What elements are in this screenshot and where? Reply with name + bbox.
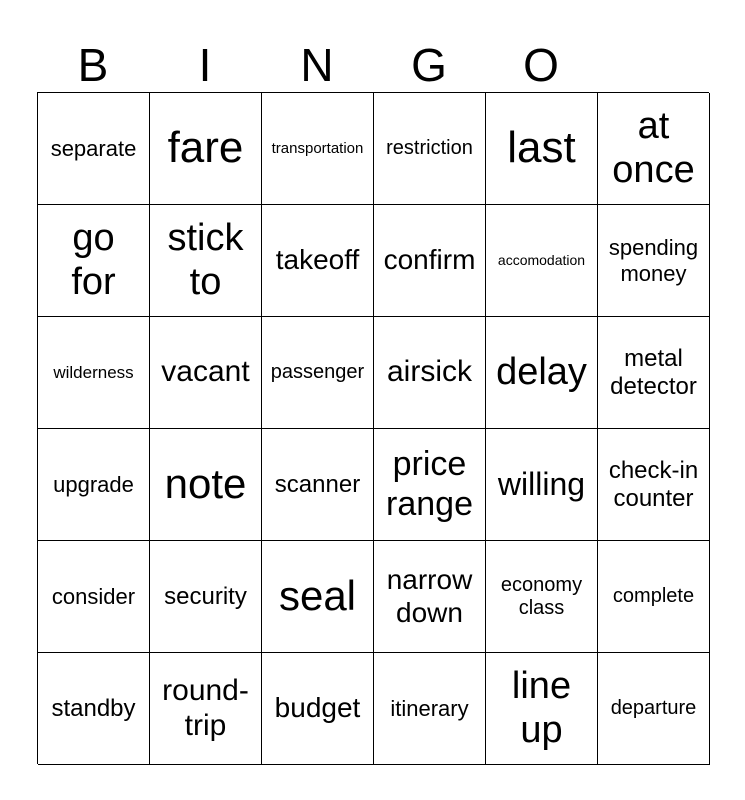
bingo-cell[interactable] [150, 653, 262, 765]
bingo-cell[interactable] [598, 317, 710, 429]
cell-text: economy class [500, 573, 583, 619]
bingo-cell[interactable] [374, 205, 486, 317]
cell-text: upgrade [53, 471, 134, 497]
bingo-cell[interactable] [262, 653, 374, 765]
cell-text: transportation [271, 139, 364, 157]
header-letter-n: N [300, 39, 334, 91]
cell-text: go for [71, 216, 116, 303]
cell-text: complete [612, 585, 695, 607]
bingo-cell[interactable] [38, 429, 150, 541]
cell-text: vacant [161, 355, 250, 389]
header-letter-b: B [77, 39, 109, 91]
bingo-cell[interactable] [374, 541, 486, 653]
bingo-cell[interactable] [598, 429, 710, 541]
cell-text: accomodation [497, 252, 586, 269]
bingo-cell[interactable] [598, 93, 710, 205]
cell-text: wilderness [53, 362, 134, 382]
header-letter-g: G [411, 39, 447, 91]
bingo-cell[interactable] [598, 205, 710, 317]
bingo-cell[interactable] [486, 429, 598, 541]
bingo-cell[interactable] [38, 205, 150, 317]
bingo-cell[interactable] [262, 541, 374, 653]
cell-text: scanner [274, 470, 361, 498]
cell-text: consider [51, 583, 136, 609]
cell-text: airsick [386, 355, 472, 389]
cell-text: departure [610, 697, 697, 719]
bingo-cell[interactable] [598, 541, 710, 653]
bingo-cell[interactable] [262, 429, 374, 541]
bingo-cell[interactable] [486, 653, 598, 765]
bingo-cell[interactable] [262, 317, 374, 429]
cell-text: seal [278, 572, 357, 620]
bingo-cell[interactable] [38, 653, 150, 765]
cell-text: separate [50, 135, 137, 161]
header-letter-i: I [198, 39, 212, 91]
cell-text: last [507, 123, 576, 173]
bingo-cell[interactable] [374, 653, 486, 765]
bingo-cell[interactable] [150, 429, 262, 541]
cell-text: round-trip [162, 674, 249, 742]
cell-text: fare [167, 123, 244, 173]
cell-text: budget [274, 692, 361, 724]
bingo-cell[interactable] [38, 541, 150, 653]
bingo-cell[interactable] [486, 93, 598, 205]
bingo-cell[interactable] [486, 317, 598, 429]
cell-text: stick to [167, 216, 244, 303]
bingo-grid [37, 92, 709, 764]
cell-text: confirm [383, 244, 476, 276]
bingo-cell[interactable] [150, 93, 262, 205]
bingo-cell[interactable] [598, 653, 710, 765]
header-letter-o: O [523, 39, 559, 91]
cell-text: itinerary [390, 695, 469, 721]
cell-text: at once [612, 104, 695, 191]
cell-text: line up [511, 664, 572, 751]
bingo-cell[interactable] [262, 93, 374, 205]
bingo-cell[interactable] [262, 205, 374, 317]
cell-text: spending money [608, 235, 699, 286]
bingo-cell[interactable] [486, 541, 598, 653]
bingo-cell[interactable] [150, 205, 262, 317]
cell-text: metal detector [610, 344, 697, 400]
cell-text: delay [496, 350, 587, 393]
cell-text: passenger [270, 361, 365, 383]
cell-text: price range [386, 445, 473, 523]
cell-text: check-in counter [608, 456, 699, 512]
cell-text: restriction [386, 137, 473, 159]
cell-text: standby [51, 694, 136, 722]
cell-text: willing [497, 466, 586, 503]
bingo-cell[interactable] [374, 429, 486, 541]
cell-text: narrow down [386, 564, 473, 628]
bingo-cell[interactable] [374, 93, 486, 205]
bingo-cell[interactable] [38, 93, 150, 205]
bingo-cell[interactable] [486, 205, 598, 317]
bingo-cell[interactable] [38, 317, 150, 429]
cell-text: note [164, 460, 247, 508]
bingo-cell[interactable] [374, 317, 486, 429]
cell-text: security [164, 582, 247, 610]
cell-text: takeoff [275, 244, 360, 276]
bingo-cell[interactable] [150, 541, 262, 653]
header-letter-blank [597, 38, 709, 92]
bingo-cell[interactable] [150, 317, 262, 429]
bingo-header [37, 38, 709, 92]
